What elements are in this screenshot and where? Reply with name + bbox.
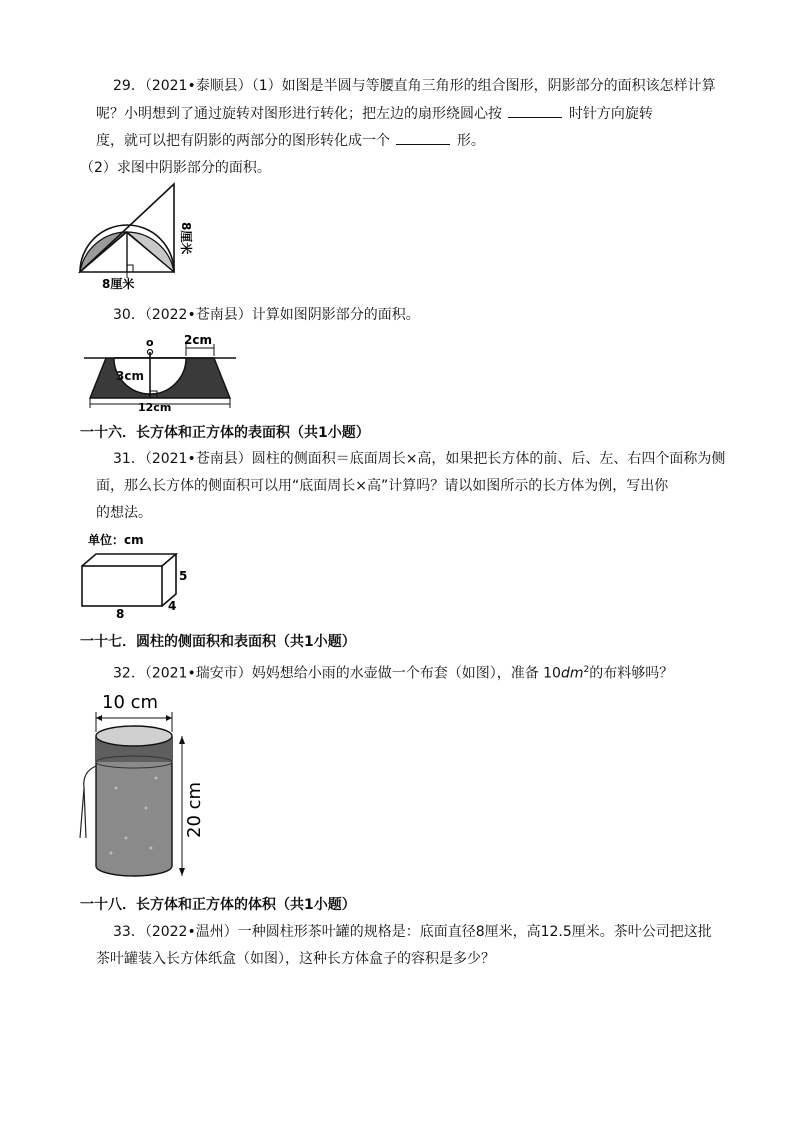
q29-line-3-text: 度，就可以把有阴影的两部分的图形转化成一个 <box>96 133 390 149</box>
q33-line-2: 茶叶罐装入长方体纸盒（如图），这种长方体盒子的容积是多少？ <box>96 951 495 967</box>
q30-line-1: 30．（2022•苍南县）计算如图阴影部分的面积。 <box>113 307 420 323</box>
q29-line-1: 29．（2021•泰顺县）（1）如图是半圆与等腰直角三角形的组合图形，阴影部分的面积该怎样计算 <box>113 78 716 94</box>
q29-blank-direction[interactable] <box>508 103 562 118</box>
q29-line-3 <box>96 130 485 151</box>
q29-figure <box>76 180 206 294</box>
section-17-title: 一十七．圆柱的侧面积和表面积（共1小题） <box>80 634 356 650</box>
q29-blank-shape[interactable] <box>396 130 450 145</box>
q30-figure <box>80 332 240 416</box>
q31-line-1: 31．（2021•苍南县）圆柱的侧面积＝底面周长×高，如果把长方体的前、后、左、右四个面称为侧 <box>113 451 726 467</box>
q32-height-label: 20 cm <box>184 781 205 838</box>
q32-figure <box>76 688 206 892</box>
q29-side-label: 8厘米 <box>179 222 193 255</box>
q32-unit-exponent: 2 <box>583 665 590 675</box>
q32-unit: dm <box>560 665 584 682</box>
section-18-title: 一十八．长方体和正方体的体积（共1小题） <box>80 897 356 913</box>
q31-unit-label: 单位：cm <box>88 533 144 547</box>
q30-o-label: o <box>146 336 154 349</box>
q32-diameter-label: 10 cm <box>102 692 159 713</box>
q29-line-2-text: 呢？小明想到了通过旋转对图形进行转化；把左边的扇形绕圆心按 <box>96 106 502 122</box>
q33-line-1: 33．（2022•温州）一种圆柱形茶叶罐的规格是：底面直径8厘米，高12.5厘米。茶叶公司把这批 <box>113 924 712 940</box>
q29-base-label: 8厘米 <box>102 277 135 290</box>
q29-line-3-tail: 形。 <box>456 133 485 149</box>
q29-line-2 <box>96 103 653 124</box>
q29-line-2-tail: 时针方向旋转 <box>568 106 653 122</box>
q29-line-4: （2）求图中阴影部分的面积。 <box>80 160 271 176</box>
q32-line-1-tail: 的布料够吗？ <box>589 665 674 682</box>
q31-height-label: 5 <box>179 569 188 583</box>
q30-top-label: 2cm <box>184 333 212 347</box>
q32-line-1 <box>113 660 673 684</box>
q31-length-label: 8 <box>116 607 125 621</box>
q31-line-3: 的想法。 <box>96 505 152 521</box>
q31-line-2: 面，那么长方体的侧面积可以用“底面周长×高”计算吗？请以如图所示的长方体为例，写出你 <box>96 478 669 494</box>
section-16-title: 一十六．长方体和正方体的表面积（共1小题） <box>80 425 370 441</box>
q32-line-1-text: 32．（2021•瑞安市）妈妈想给小雨的水壶做一个布套（如图），准备 10 <box>113 665 561 682</box>
q30-radius-label: 3cm <box>116 369 144 383</box>
q31-figure <box>78 530 198 626</box>
q30-base-label: 12cm <box>138 401 172 412</box>
q31-width-label: 4 <box>168 599 177 613</box>
